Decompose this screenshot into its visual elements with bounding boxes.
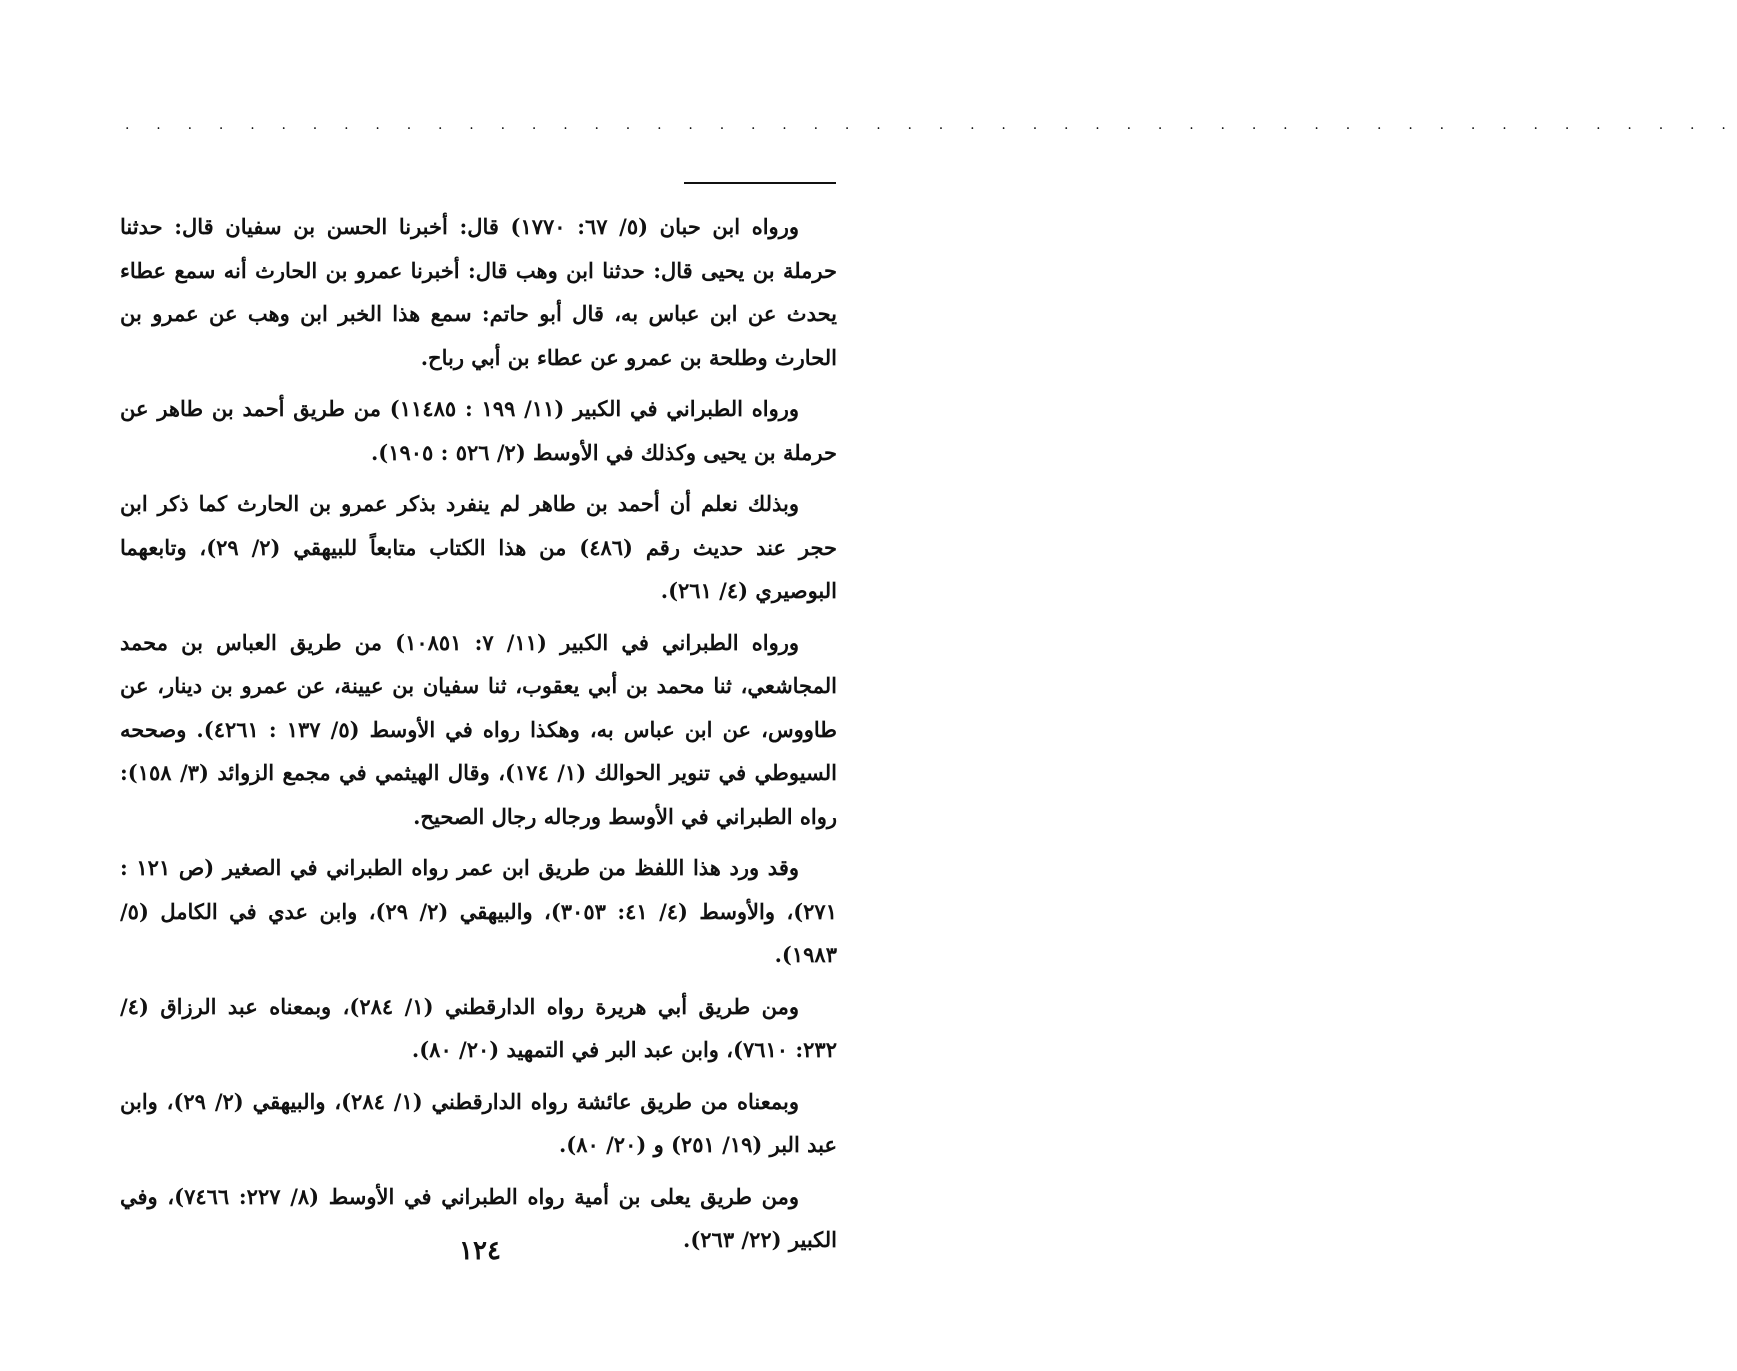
paragraph-ibn-umar: وقد ورد هذا اللفظ من طريق ابن عمر رواه الطبراني في الصغير (ص ١٢١ : ٢٧١)، والأوسط (٤/ ٤١: ٣٠٥٣)، والبيهقي (٢/ ٢٩)، وابن عدي في الكامل (٥/ ١٩٨٣).: [120, 855, 837, 967]
paragraph-abu-hurayra: ومن طريق أبي هريرة رواه الدارقطني (١/ ٢٨٤)، وبمعناه عبد الرزاق (٤/ ٢٣٢: ٧٦١٠)، وابن عبد البر في التمهيد (٢٠/ ٨٠).: [120, 993, 837, 1062]
footnote-separator-rule: [684, 182, 836, 184]
paragraph-yala-bin-umayya: ومن طريق يعلى بن أمية رواه الطبراني في الأوسط (٨/ ٢٢٧: ٧٤٦٦)، وفي الكبير (٢٢/ ٢٦٣).: [120, 1183, 837, 1252]
separator-dots: . . . . . . . . . . . . . . . . . . . . . . . . . . . . . . . . . . . . . . . . . . . . . . . . . . . .: [125, 117, 1737, 133]
paragraph-ibn-hibban: ورواه ابن حبان (٥/ ٦٧: ١٧٧٠) قال: أخبرنا الحسن بن سفيان قال: حدثنا حرملة بن يحيى قال: حدثنا ابن وهب قال: أخبرنا عمرو بن الحارث أنه سمع عطاء يحدث عن ابن عباس به، قال أبو حاتم: سمع هذا الخبر ابن وهب عن عمرو بن الحارث وطلحة بن عمرو عن عطاء بن أبي رباح.: [120, 214, 837, 370]
paragraph-tabarani-abbas: ورواه الطبراني في الكبير (١١/ ٧: ١٠٨٥١) من طريق العباس بن محمد المجاشعي، ثنا محمد بن أبي يعقوب، ثنا سفيان بن عيينة، عن عمرو بن دينار، عن طاووس، عن ابن عباس به، وهكذا رواه في الأوسط (٥/ ١٣٧ : ٤٢٦١). وصححه السيوطي في تنوير الحوالك (١/ ١٧٤)، وقال الهيثمي في مجمع الزوائد (٣/ ١٥٨): رواه الطبراني في الأوسط ورجاله رجال الصحيح.: [120, 629, 838, 829]
paragraph-aisha: وبمعناه من طريق عائشة رواه الدارقطني (١/ ٢٨٤)، والبيهقي (٢/ ٢٩)، وابن عبد البر (١٩/ ٢٥١) و (٢٠/ ٨٠).: [120, 1088, 837, 1157]
paragraph-tabarani-kabir: ورواه الطبراني في الكبير (١١/ ١٩٩ : ١١٤٨٥) من طريق أحمد بن طاهر عن حرملة بن يحيى وكذلك في الأوسط (٢/ ٥٢٦ : ١٩٠٥).: [120, 396, 837, 465]
footnote-body: [120, 205, 837, 1270]
paragraph-ahmad-bin-tahir: وبذلك نعلم أن أحمد بن طاهر لم ينفرد بذكر عمرو بن الحارث كما ذكر ابن حجر عند حديث رقم (٤٨٦) من هذا الكتاب متابعاً للبيهقي (٢/ ٢٩)، وتابعهما البوصيري (٤/ ٢٦١).: [120, 491, 838, 603]
page-number: ١٢٤: [459, 1236, 501, 1266]
